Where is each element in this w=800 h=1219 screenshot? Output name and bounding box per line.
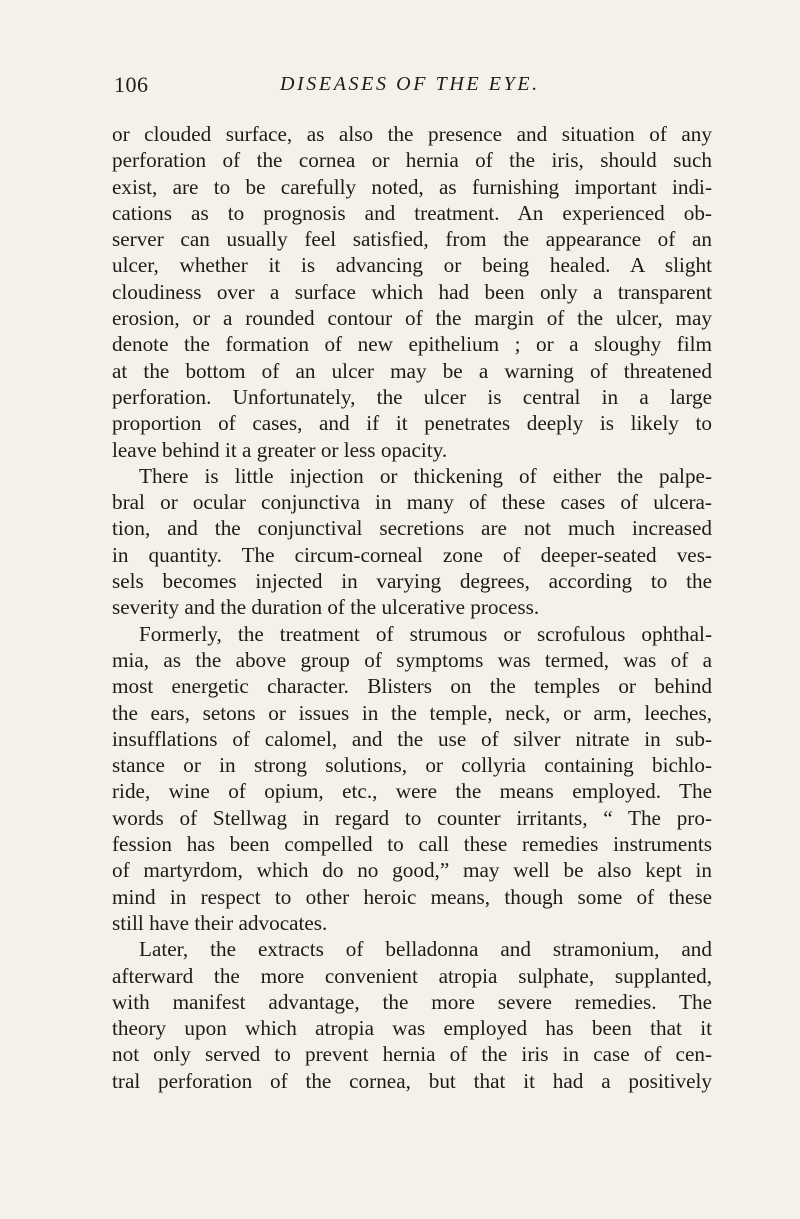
text-line: erosion, or a rounded contour of the margin of the ulcer, may bbox=[112, 306, 712, 331]
text-line: exist, are to be carefully noted, as furnishing important indi- bbox=[112, 174, 712, 199]
text-line: Formerly, the treatment of strumous or scrofulous ophthal- bbox=[139, 621, 712, 646]
text-line: insufflations of calomel, and the use of silver nitrate in sub- bbox=[112, 726, 712, 751]
text-line: afterward the more convenient atropia sulphate, supplanted, bbox=[112, 963, 712, 988]
text-line: mind in respect to other heroic means, though some of these bbox=[112, 884, 712, 909]
text-line: bral or ocular conjunctiva in many of these cases of ulcera- bbox=[112, 490, 712, 515]
text-line: tral perforation of the cornea, but that it had a positively bbox=[112, 1068, 712, 1093]
text-line: cations as to prognosis and treatment. An experienced ob- bbox=[112, 200, 712, 225]
text-line: stance or in strong solutions, or collyria containing bichlo- bbox=[112, 753, 712, 778]
text-line: the ears, setons or issues in the temple, neck, or arm, leeches, bbox=[112, 700, 712, 725]
text-line: perforation. Unfortunately, the ulcer is central in a large bbox=[112, 384, 712, 409]
text-line: still have their advocates. bbox=[112, 910, 328, 935]
text-line: or clouded surface, as also the presence and situation of any bbox=[112, 122, 712, 146]
text-line: in quantity. The circum-corneal zone of deeper-seated ves- bbox=[112, 542, 712, 567]
body-text bbox=[112, 121, 712, 1094]
text-line: denote the formation of new epithelium ; or a sloughy film bbox=[112, 332, 712, 357]
text-line: sels becomes injected in varying degrees, according to the bbox=[112, 569, 712, 594]
text-line: server can usually feel satisfied, from the appearance of an bbox=[112, 227, 712, 252]
text-line: mia, as the above group of symptoms was termed, was of a bbox=[112, 647, 712, 672]
text-line: leave behind it a greater or less opacity. bbox=[112, 437, 448, 462]
text-line: ride, wine of opium, etc., were the means employed. The bbox=[112, 779, 712, 804]
text-line: Later, the extracts of belladonna and stramonium, and bbox=[139, 937, 712, 962]
running-title: DISEASES OF THE EYE. bbox=[280, 73, 540, 95]
text-line: fession has been compelled to call these remedies instruments bbox=[112, 832, 712, 857]
page-number: 106 bbox=[114, 72, 149, 97]
text-line: ulcer, whether it is advancing or being healed. A slight bbox=[112, 253, 712, 278]
text-line: proportion of cases, and if it penetrates deeply is likely to bbox=[112, 411, 712, 436]
text-line: There is little injection or thickening of either the palpe- bbox=[139, 463, 712, 488]
text-line: not only served to prevent hernia of the iris in case of cen- bbox=[112, 1042, 712, 1067]
text-line: severity and the duration of the ulcerative process. bbox=[112, 595, 540, 620]
text-line: cloudiness over a surface which had been only a transparent bbox=[112, 279, 712, 304]
text-line: at the bottom of an ulcer may be a warning of threatened bbox=[112, 358, 712, 383]
text-line: words of Stellwag in regard to counter irritants, “ The pro- bbox=[112, 805, 712, 830]
text-line: most energetic character. Blisters on the temples or behind bbox=[112, 674, 712, 699]
text-line: theory upon which atropia was employed has been that it bbox=[112, 1016, 712, 1041]
text-line: with manifest advantage, the more severe remedies. The bbox=[112, 989, 712, 1014]
text-line: perforation of the cornea or hernia of the iris, should such bbox=[112, 148, 712, 173]
text-line: of martyrdom, which do no good,” may well be also kept in bbox=[112, 858, 712, 883]
text-line: tion, and the conjunctival secretions are not much increased bbox=[112, 516, 712, 541]
page-header bbox=[114, 72, 714, 106]
